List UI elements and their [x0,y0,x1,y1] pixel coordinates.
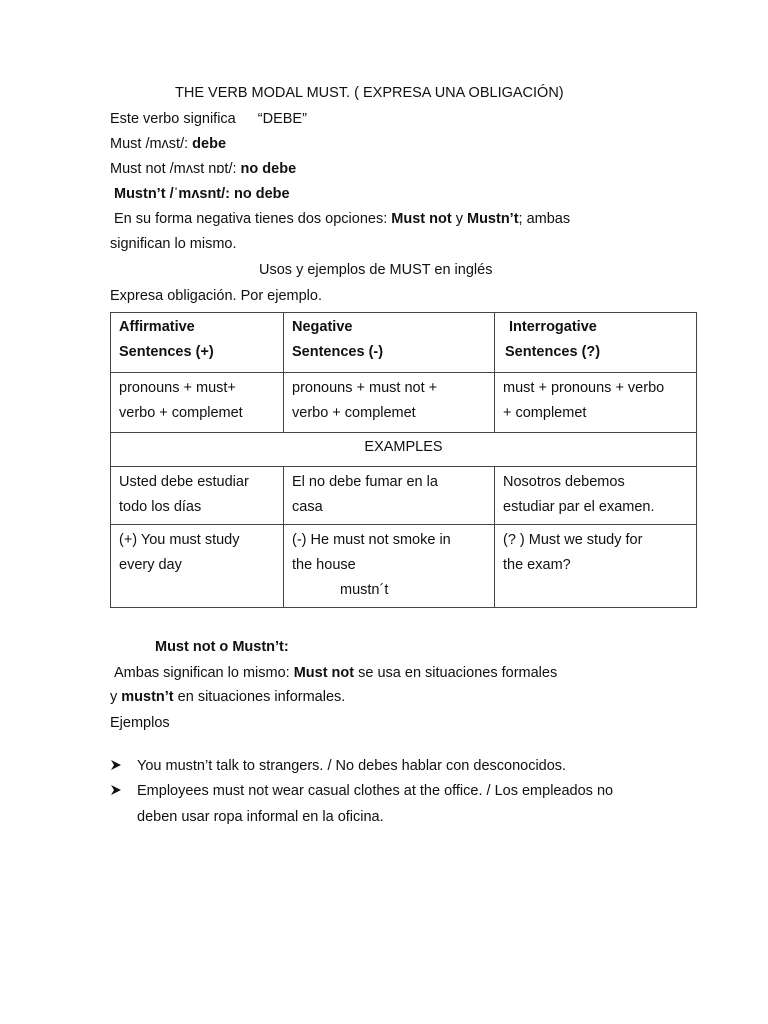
ejemplos-label: Ejemplos [110,715,170,731]
intro-line-must-not [110,162,296,178]
must-pronunciation: Must /mʌst/: [110,136,193,152]
must-translation: debe [192,136,227,152]
informal-mustnt: mustn’t [121,689,174,705]
header-interrogative: Interrogative Sentences (?) [495,313,697,373]
must-usage-table [110,312,697,608]
list-item: Employees must not wear casual clothes at the office. / Los empleados no deben usar ropa informal en la oficina. [137,783,614,825]
section2-line2: y mustn’t en situaciones informales. [110,689,346,705]
english-negative: (-) He must not smoke in the house mustn´t [284,525,495,608]
must-not-pronunciation: Must not /mʌst nɒt/: [110,161,241,177]
list-item: You mustn’t talk to strangers. / No debes hablar con desconocidos. [137,758,567,774]
table-row [111,373,697,433]
spanish-interrogative: Nosotros debemos estudiar par el examen. [495,467,697,525]
negative-text-ambas: ; ambas [518,211,571,227]
arrow-bullet-icon [110,759,130,774]
table-row [111,433,697,467]
table-row [111,525,697,608]
intro-line-obligation: Expresa obligación. Por ejemplo. [110,288,322,304]
table-row [111,467,697,525]
negative-mustnt: Mustn’t [467,211,519,227]
intro-line-same: significan lo mismo. [110,236,237,252]
english-affirmative: (+) You must study every day [111,525,284,608]
negative-text-y: y [451,211,467,227]
intro-line-meaning [110,112,307,128]
examples-heading: EXAMPLES [111,433,697,467]
negative-must-not: Must not [391,211,452,227]
structure-negative: pronouns + must not + verbo + complemet [284,373,495,433]
spanish-negative: El no debe fumar en la casa [284,467,495,525]
negative-text-a: En su forma negativa tienes dos opciones: [114,211,392,227]
header-negative: Negative Sentences (-) [284,313,495,373]
intro-line-must [110,137,226,153]
spanish-affirmative: Usted debe estudiar todo los días [111,467,284,525]
intro-meaning-value: “DEBE” [257,111,307,127]
formal-must-not: Must not [293,665,355,681]
header-affirmative: Affirmative Sentences (+) [111,313,284,373]
page-title: THE VERB MODAL MUST. ( EXPRESA UNA OBLIGACIÓN) [175,85,564,101]
intro-line-negative [114,212,570,228]
intro-line-mustnt: Mustn’t /ˈmʌsnt/: no debe [114,186,290,202]
structure-interrogative: must + pronouns + verbo + complemet [495,373,697,433]
section2-line1: Ambas significan lo mismo: Must not se usa en situaciones formales [114,665,558,681]
structure-affirmative: pronouns + must+ verbo + complemet [111,373,284,433]
english-interrogative: (? ) Must we study for the exam? [495,525,697,608]
section-subtitle: Usos y ejemplos de MUST en inglés [259,262,493,278]
table-header-row [111,313,697,373]
section2-heading: Must not o Mustn’t: [155,639,289,655]
arrow-bullet-icon [110,784,130,799]
intro-meaning-label: Este verbo significa [110,111,236,127]
must-not-translation: no debe [240,161,297,177]
